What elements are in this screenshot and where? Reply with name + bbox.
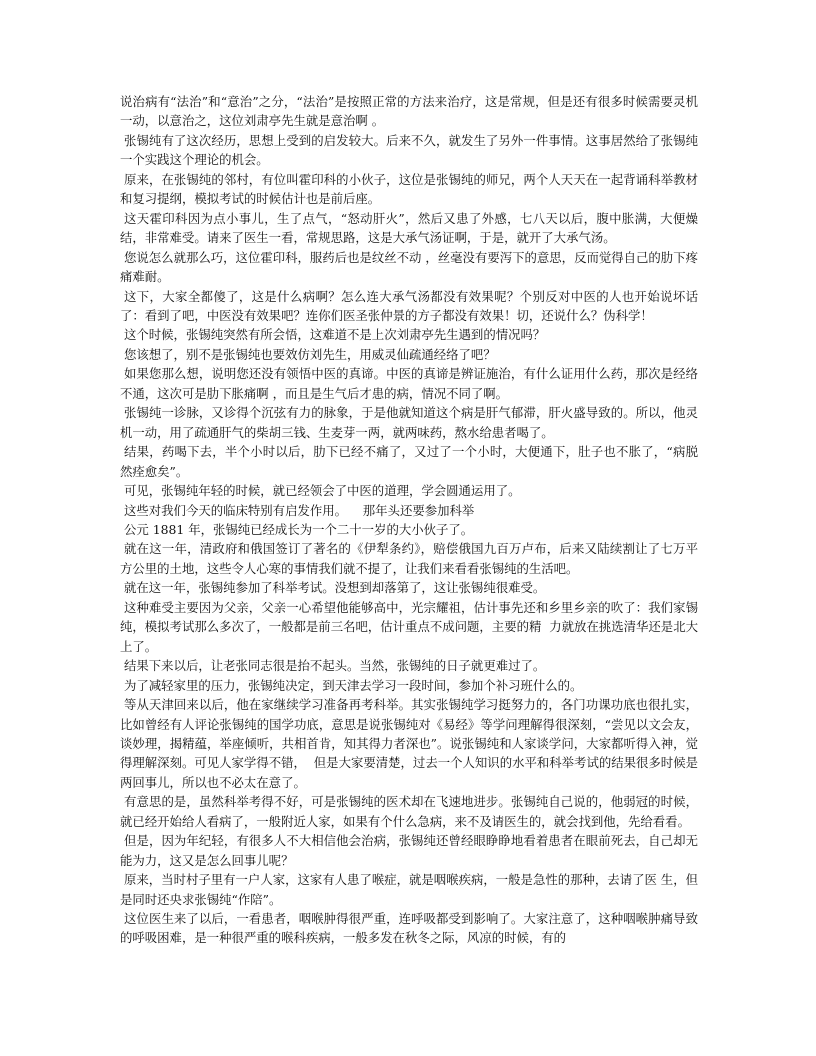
paragraph-10: 张锡纯一诊脉，又诊得个沉弦有力的脉象，于是他就知道这个病是肝气郁滞，肝火盛导致的。所以，他灵机一动，用了疏通肝气的柴胡三钱、生麦芽一两，就两味药，熬水给患者喝了。 xyxy=(120,405,698,440)
paragraph-19: 为了减轻家里的压力，张锡纯决定，到天津去学习一段时间，参加个补习班什么的。 xyxy=(124,677,583,693)
paragraph-7: 这个时候，张锡纯突然有所会悟，这难道不是上次刘肃亭先生遇到的情况吗？ xyxy=(124,327,546,343)
paragraph-24: 这位医生来了以后，一看患者，咽喉肿得很严重，连呼吸都受到影响了。大家注意了，这种咽喉肿痛导致的呼吸困难，是一种很严重的喉科疾病，一般多发在秋冬之际，风凉的时候，有的 xyxy=(120,911,698,946)
paragraph-9: 如果您那么想，说明您还没有领悟中医的真谛。中医的真谛是辨证施治，有什么证用什么药，那次是经络不通，这次可是肋下胀痛啊 ，而且是生气后才患的病，情况不同了啊。 xyxy=(120,366,698,401)
paragraph-23: 原来，当时村子里有一户人家，这家有人患了喉症，就是咽喉疾病，一般是急性的那种，去请了医 生，但是同时还央求张锡纯“作陪”。 xyxy=(120,872,698,907)
paragraph-12: 可见，张锡纯年轻的时候，就已经领会了中医的道理，学会圆通运用了。 xyxy=(124,483,521,499)
paragraph-3: 原来，在张锡纯的邻村，有位叫霍印科的小伙子，这位是张锡纯的师兄，两个人天天在一起背诵科举教材和复习提纲，模拟考试的时候估计也是前后座。 xyxy=(120,171,698,207)
paragraph-18: 结果下来以后，让老张同志很是抬不起头。当然，张锡纯的日子就更难过了。 xyxy=(124,658,546,674)
paragraph-14: 公元 1881 年，张锡纯已经成长为一个二十一岁的大小伙子了。 xyxy=(124,521,474,537)
paragraph-11: 结果，药喝下去，半个小时以后，肋下已经不痛了，又过了一个小时，大便通下，肚子也不胀了，“病脱然痊愈矣”。 xyxy=(120,444,698,479)
paragraph-20: 等从天津回来以后，他在家继续学习准备再考科举。其实张锡纯学习挺努力的，各门功课功底也很扎实，比如曾经有人评论张锡纯的国学功底，意思是说张锡纯对《易经》等学问理解得很深刻，“尝见以文会友，谈妙理，揭精蕴，举座倾听，共相首肯，知其得力者深也”。说张锡纯和人家谈学问，大家都听得入神，觉得理解深刻。可见人家学得不错， 但是大家要清楚，过去一个人知识的水平和科举考试的结果很多时候是两回事儿，所以也不必太在意了。 xyxy=(120,697,698,790)
paragraph-16: 就在这一年，张锡纯参加了科举考试。没想到却落第了，这让张锡纯很难受。 xyxy=(124,580,546,596)
paragraph-22: 但是，因为年纪轻，有很多人不大相信他会治病，张锡纯还曾经眼睁睁地看着患者在眼前死去，自己却无能为力，这又是怎么回事儿呢？ xyxy=(120,833,698,868)
paragraph-15: 就在这一年，清政府和俄国签订了著名的《伊犁条约》，赔偿俄国九百万卢布，后来又陆续割让了七万平方公里的土地，这些令人心寒的事情我们就不提了，让我们来看看张锡纯的生活吧。 xyxy=(120,541,698,576)
paragraph-6: 这下，大家全都傻了，这是什么病啊？怎么连大承气汤都没有效果呢？个别反对中医的人也开始说坏话了：看到了吧，中医没有效果吧？连你们医圣张仲景的方子都没有效果！切，还说什么？伪科学！ xyxy=(120,288,698,323)
paragraph-13: 这些对我们今天的临床特别有启发作用。 那年头还要参加科举 xyxy=(124,502,475,518)
paragraph-8: 您该想了，别不是张锡纯也要效仿刘先生，用威灵仙疏通经络了吧？ xyxy=(124,346,496,362)
paragraph-2: 张锡纯有了这次经历，思想上受到的启发较大。后来不久，就发生了另外一件事情。这事居然给了张锡纯一个实践这个理论的机会。 xyxy=(120,132,698,168)
paragraph-17: 这种难受主要因为父亲，父亲一心希望他能够高中，光宗耀祖，估计事先还和乡里乡亲的吹了：我们家锡纯，模拟考试那么多次了，一般都是前三名吧，估计重点不成问题，主要的精 力就放在挑选清华还是北大上了。 xyxy=(120,599,698,654)
paragraph-5: 您说怎么就那么巧，这位霍印科，服药后也是纹丝不动 ，丝毫没有要泻下的意思，反而觉得自己的肋下疼痛难耐。 xyxy=(120,249,698,285)
paragraph-1: 说治病有“法治”和“意治”之分，“法治”是按照正常的方法来治疗，这是常规，但是还有很多时候需要灵机一动，以意治之，这位刘肃亭先生就是意治啊 。 xyxy=(120,94,698,129)
paragraph-21: 有意思的是，虽然科举考得不好，可是张锡纯的医术却在飞速地进步。张锡纯自己说的，他弱冠的时候，就已经开始给人看病了，一般附近人家，如果有个什么急病，来不及请医生的，就会找到他，先给看看。 xyxy=(120,794,698,829)
paragraph-4: 这天霍印科因为点小事儿，生了点气，“怒动肝火”，然后又患了外感，七八天以后，腹中胀满，大便燥结，非常难受。请来了医生一看，常规思路，这是大承气汤证啊，于是，就开了大承气汤。 xyxy=(120,210,698,246)
document-page xyxy=(120,92,698,948)
